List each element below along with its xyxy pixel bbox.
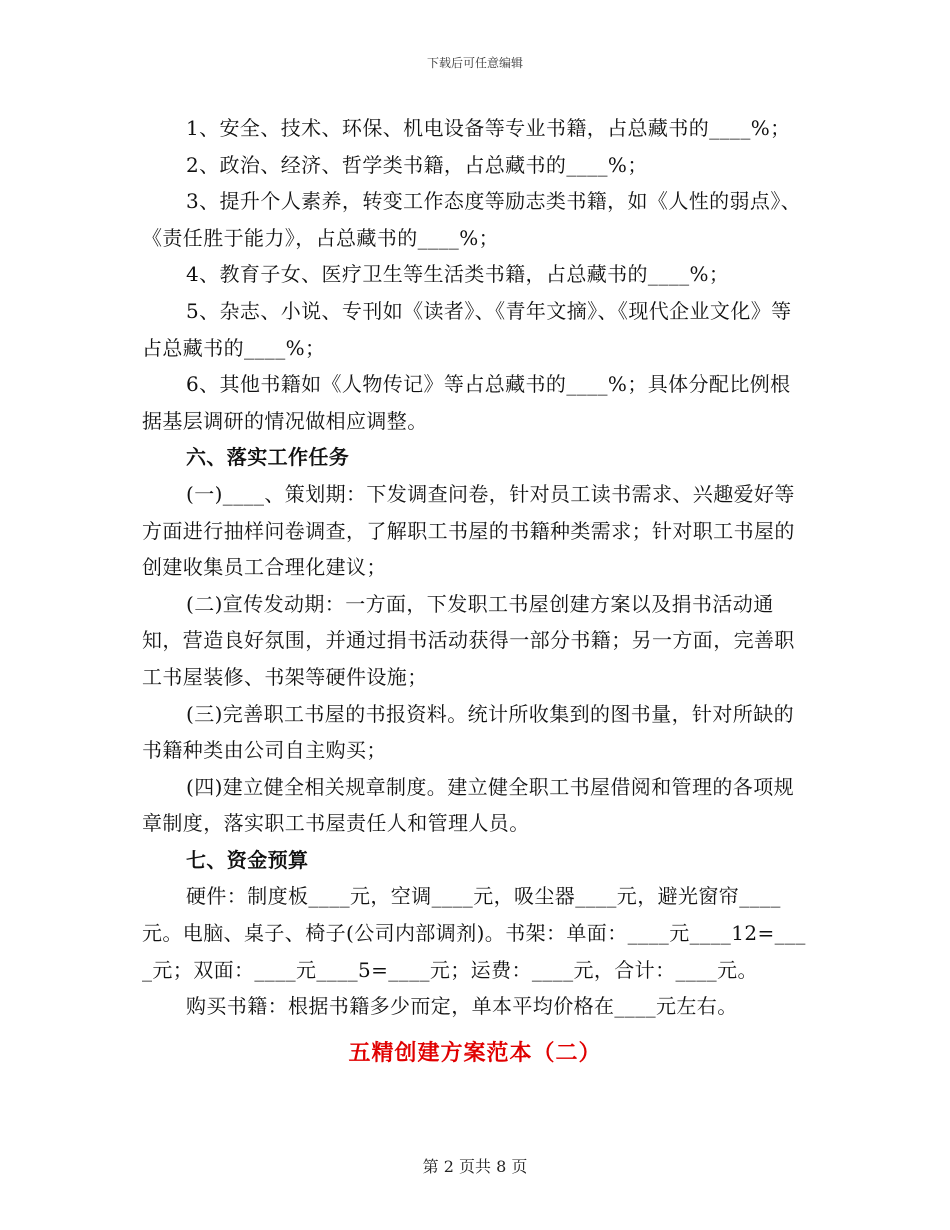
section-heading-budget: 七、资金预算 [186, 847, 309, 872]
header-note: 下载后可任意编辑 [426, 56, 523, 70]
task-item-1: (一)____、策划期：下发调查问卷，针对员工读书需求、兴趣爱好等方面进行抽样问卷调查，了解职工书屋的书籍种类需求；针对职工书屋的创建收集员工合理化建议； [142, 481, 795, 580]
task-item-2: (二)宣传发动期：一方面，下发职工书屋创建方案以及捐书活动通知，营造良好氛围，并通过捐书活动获得一部分书籍；另一方面，完善职工书屋装修、书架等硬件设施； [142, 591, 795, 689]
paragraph-book-category-5: 5、杂志、小说、专刊如《读者》、《青年文摘》、《现代企业文化》等占总藏书的____%； [142, 298, 792, 360]
section-heading-tasks: 六、落实工作任务 [186, 445, 350, 470]
paragraph-book-category-4: 4、教育子女、医疗卫生等生活类书籍，占总藏书的____%； [186, 262, 730, 287]
task-item-3: (三)完善职工书屋的书报资料。统计所收集到的图书量，针对所缺的书籍种类由公司自主购买； [142, 701, 795, 763]
task-item-4: (四)建立健全相关规章制度。建立健全职工书屋借阅和管理的各项规章制度，落实职工书屋责任人和管理人员。 [142, 774, 795, 836]
paragraph-book-category-1: 1、安全、技术、环保、机电设备等专业书籍，占总藏书的____%； [186, 116, 791, 140]
budget-item-books: 购买书籍：根据书籍多少而定，单本平均价格在____元左右。 [186, 994, 738, 1019]
budget-item-hardware: 硬件：制度板____元，空调____元，吸尘器____元，避光窗帘____元。电脑、桌子、椅子(公司内部调剂)。书架：单面：____元____12=____元；双面：____元____5=____元；运费：____元，合计：____元。 [142, 884, 806, 982]
next-document-title: 五精创建方案范本（二） [348, 1039, 602, 1066]
paragraph-book-category-2: 2、政治、经济、哲学类书籍，占总藏书的____%； [186, 152, 648, 177]
page-number: 第 2 页共 8 页 [422, 1157, 528, 1176]
document-body [142, 110, 808, 1071]
paragraph-book-category-6: 6、其他书籍如《人物传记》等占总藏书的____%；具体分配比例根据基层调研的情况做相应调整。 [142, 372, 791, 433]
paragraph-book-category-3: 3、提升个人素养，转变工作态度等励志类书籍，如《人性的弱点》、《责任胜于能力》，占总藏书的____%； [142, 189, 802, 250]
